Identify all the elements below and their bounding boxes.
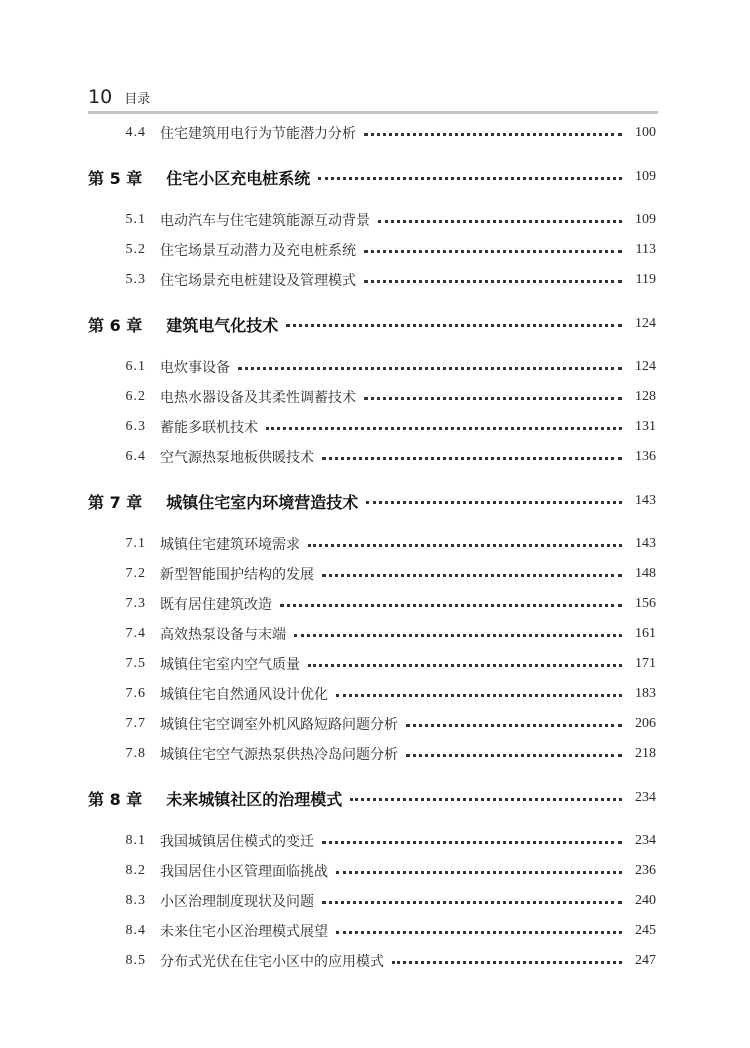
chapter-number: 第 5 章 xyxy=(88,168,143,188)
toc-section-entry[interactable] xyxy=(88,265,656,295)
dot-leader xyxy=(364,280,622,283)
page-ref: 124 xyxy=(635,359,656,374)
section-title: 城镇住宅建筑环境需求 xyxy=(160,537,300,553)
section-title: 空气源热泵地板供暖技术 xyxy=(160,450,314,466)
section-title: 高效热泵设备与末端 xyxy=(160,627,286,643)
dot-leader xyxy=(364,397,622,400)
page-ref: 206 xyxy=(635,716,656,731)
page-ref: 109 xyxy=(635,212,656,227)
section-number: 7.1 xyxy=(125,536,146,551)
dot-leader xyxy=(378,220,622,223)
section-title: 小区治理制度现状及问题 xyxy=(160,894,314,910)
dot-leader xyxy=(286,324,622,327)
toc-section-entry[interactable] xyxy=(88,739,656,769)
section-title: 分布式光伏在住宅小区中的应用模式 xyxy=(160,954,384,970)
spacer xyxy=(88,148,656,160)
spacer xyxy=(88,194,656,205)
section-title: 蓄能多联机技术 xyxy=(160,420,258,436)
dot-leader xyxy=(336,694,622,697)
toc-section-entry[interactable] xyxy=(88,649,656,679)
page-ref: 128 xyxy=(635,389,656,404)
toc-section-entry[interactable] xyxy=(88,709,656,739)
page-ref: 119 xyxy=(635,272,656,287)
page-ref: 100 xyxy=(635,125,656,140)
spacer xyxy=(88,295,656,307)
table-of-contents xyxy=(88,118,656,976)
section-title: 住宅场景充电桩建设及管理模式 xyxy=(160,273,356,289)
page-ref: 234 xyxy=(635,833,656,848)
section-number: 7.4 xyxy=(125,626,146,641)
dot-leader xyxy=(280,604,622,607)
section-number: 7.6 xyxy=(125,686,146,701)
dot-leader xyxy=(350,798,622,801)
section-title: 新型智能围护结构的发展 xyxy=(160,567,314,583)
dot-leader xyxy=(392,961,622,964)
header-rule xyxy=(88,111,658,114)
section-number: 5.3 xyxy=(125,272,146,287)
toc-chapter-entry[interactable] xyxy=(88,484,656,518)
toc-section-entry[interactable] xyxy=(88,679,656,709)
page-ref: 124 xyxy=(635,316,656,331)
dot-leader xyxy=(308,664,622,667)
page-ref: 245 xyxy=(635,923,656,938)
section-title: 城镇住宅室内空气质量 xyxy=(160,657,300,673)
toc-section-entry[interactable] xyxy=(88,118,656,148)
dot-leader xyxy=(322,457,622,460)
section-number: 7.7 xyxy=(125,716,146,731)
page-ref: 234 xyxy=(635,790,656,805)
toc-section-entry[interactable] xyxy=(88,382,656,412)
section-number: 8.4 xyxy=(125,923,146,938)
dot-leader xyxy=(406,724,622,727)
chapter-number: 第 7 章 xyxy=(88,492,143,512)
page-ref: 240 xyxy=(635,893,656,908)
section-number: 5.1 xyxy=(125,212,146,227)
section-title: 城镇住宅自然通风设计优化 xyxy=(160,687,328,703)
spacer xyxy=(88,815,656,826)
page-number: 10 xyxy=(88,86,113,108)
section-number: 6.1 xyxy=(125,359,146,374)
toc-chapter-entry[interactable] xyxy=(88,307,656,341)
page-ref: 109 xyxy=(635,169,656,184)
toc-section-entry[interactable] xyxy=(88,589,656,619)
spacer xyxy=(88,341,656,352)
dot-leader xyxy=(366,501,622,504)
running-header xyxy=(88,86,658,112)
section-number: 7.2 xyxy=(125,566,146,581)
dot-leader xyxy=(406,754,622,757)
page-ref: 236 xyxy=(635,863,656,878)
toc-section-entry[interactable] xyxy=(88,352,656,382)
toc-section-entry[interactable] xyxy=(88,619,656,649)
page-ref: 161 xyxy=(635,626,656,641)
toc-section-entry[interactable] xyxy=(88,826,656,856)
toc-section-entry[interactable] xyxy=(88,442,656,472)
section-title: 我国居住小区管理面临挑战 xyxy=(160,864,328,880)
section-number: 8.3 xyxy=(125,893,146,908)
section-title: 既有居住建筑改造 xyxy=(160,597,272,613)
page-ref: 143 xyxy=(635,493,656,508)
spacer xyxy=(88,518,656,529)
section-number: 6.2 xyxy=(125,389,146,404)
page-ref: 171 xyxy=(635,656,656,671)
dot-leader xyxy=(336,931,622,934)
section-number: 7.8 xyxy=(125,746,146,761)
spacer xyxy=(88,769,656,781)
toc-section-entry[interactable] xyxy=(88,856,656,886)
dot-leader xyxy=(336,871,622,874)
section-number: 6.4 xyxy=(125,449,146,464)
toc-section-entry[interactable] xyxy=(88,529,656,559)
page-ref: 131 xyxy=(635,419,656,434)
toc-section-entry[interactable] xyxy=(88,205,656,235)
section-title: 我国城镇居住模式的变迁 xyxy=(160,834,314,850)
section-title: 城镇住宅空调室外机风路短路问题分析 xyxy=(160,717,398,733)
page-ref: 136 xyxy=(635,449,656,464)
toc-chapter-entry[interactable] xyxy=(88,781,656,815)
section-number: 5.2 xyxy=(125,242,146,257)
section-title: 电热水器设备及其柔性调蓄技术 xyxy=(160,390,356,406)
chapter-number: 第 8 章 xyxy=(88,789,143,809)
toc-section-entry[interactable] xyxy=(88,235,656,265)
dot-leader xyxy=(364,250,622,253)
page-ref: 148 xyxy=(635,566,656,581)
section-title: 城镇住宅空气源热泵供热冷岛问题分析 xyxy=(160,747,398,763)
section-title: 住宅建筑用电行为节能潜力分析 xyxy=(160,126,356,142)
dot-leader xyxy=(322,841,622,844)
section-number: 7.5 xyxy=(125,656,146,671)
toc-section-entry[interactable] xyxy=(88,412,656,442)
toc-section-entry[interactable] xyxy=(88,946,656,976)
dot-leader xyxy=(238,367,622,370)
page-ref: 183 xyxy=(635,686,656,701)
section-number: 8.2 xyxy=(125,863,146,878)
section-title: 未来住宅小区治理模式展望 xyxy=(160,924,328,940)
chapter-title: 未来城镇社区的治理模式 xyxy=(166,789,343,809)
header-title: 目录 xyxy=(124,92,151,107)
section-title: 电动汽车与住宅建筑能源互动背景 xyxy=(160,213,370,229)
page-ref: 113 xyxy=(635,242,656,257)
dot-leader xyxy=(322,574,622,577)
toc-section-entry[interactable] xyxy=(88,886,656,916)
page-ref: 218 xyxy=(635,746,656,761)
section-number: 8.5 xyxy=(125,953,146,968)
toc-section-entry[interactable] xyxy=(88,559,656,589)
section-number: 7.3 xyxy=(125,596,146,611)
chapter-title: 建筑电气化技术 xyxy=(166,315,279,335)
section-number: 6.3 xyxy=(125,419,146,434)
page-ref: 247 xyxy=(635,953,656,968)
chapter-number: 第 6 章 xyxy=(88,315,143,335)
chapter-title: 住宅小区充电桩系统 xyxy=(166,168,311,188)
section-number: 8.1 xyxy=(125,833,146,848)
toc-section-entry[interactable] xyxy=(88,916,656,946)
chapter-title: 城镇住宅室内环境营造技术 xyxy=(166,492,359,512)
dot-leader xyxy=(364,133,622,136)
page-ref: 143 xyxy=(635,536,656,551)
dot-leader xyxy=(318,177,622,180)
section-title: 电炊事设备 xyxy=(160,360,230,376)
dot-leader xyxy=(294,634,622,637)
dot-leader xyxy=(308,544,622,547)
page-ref: 156 xyxy=(635,596,656,611)
dot-leader xyxy=(266,427,622,430)
dot-leader xyxy=(322,901,622,904)
section-number: 4.4 xyxy=(125,125,146,140)
spacer xyxy=(88,472,656,484)
section-title: 住宅场景互动潜力及充电桩系统 xyxy=(160,243,356,259)
toc-chapter-entry[interactable] xyxy=(88,160,656,194)
